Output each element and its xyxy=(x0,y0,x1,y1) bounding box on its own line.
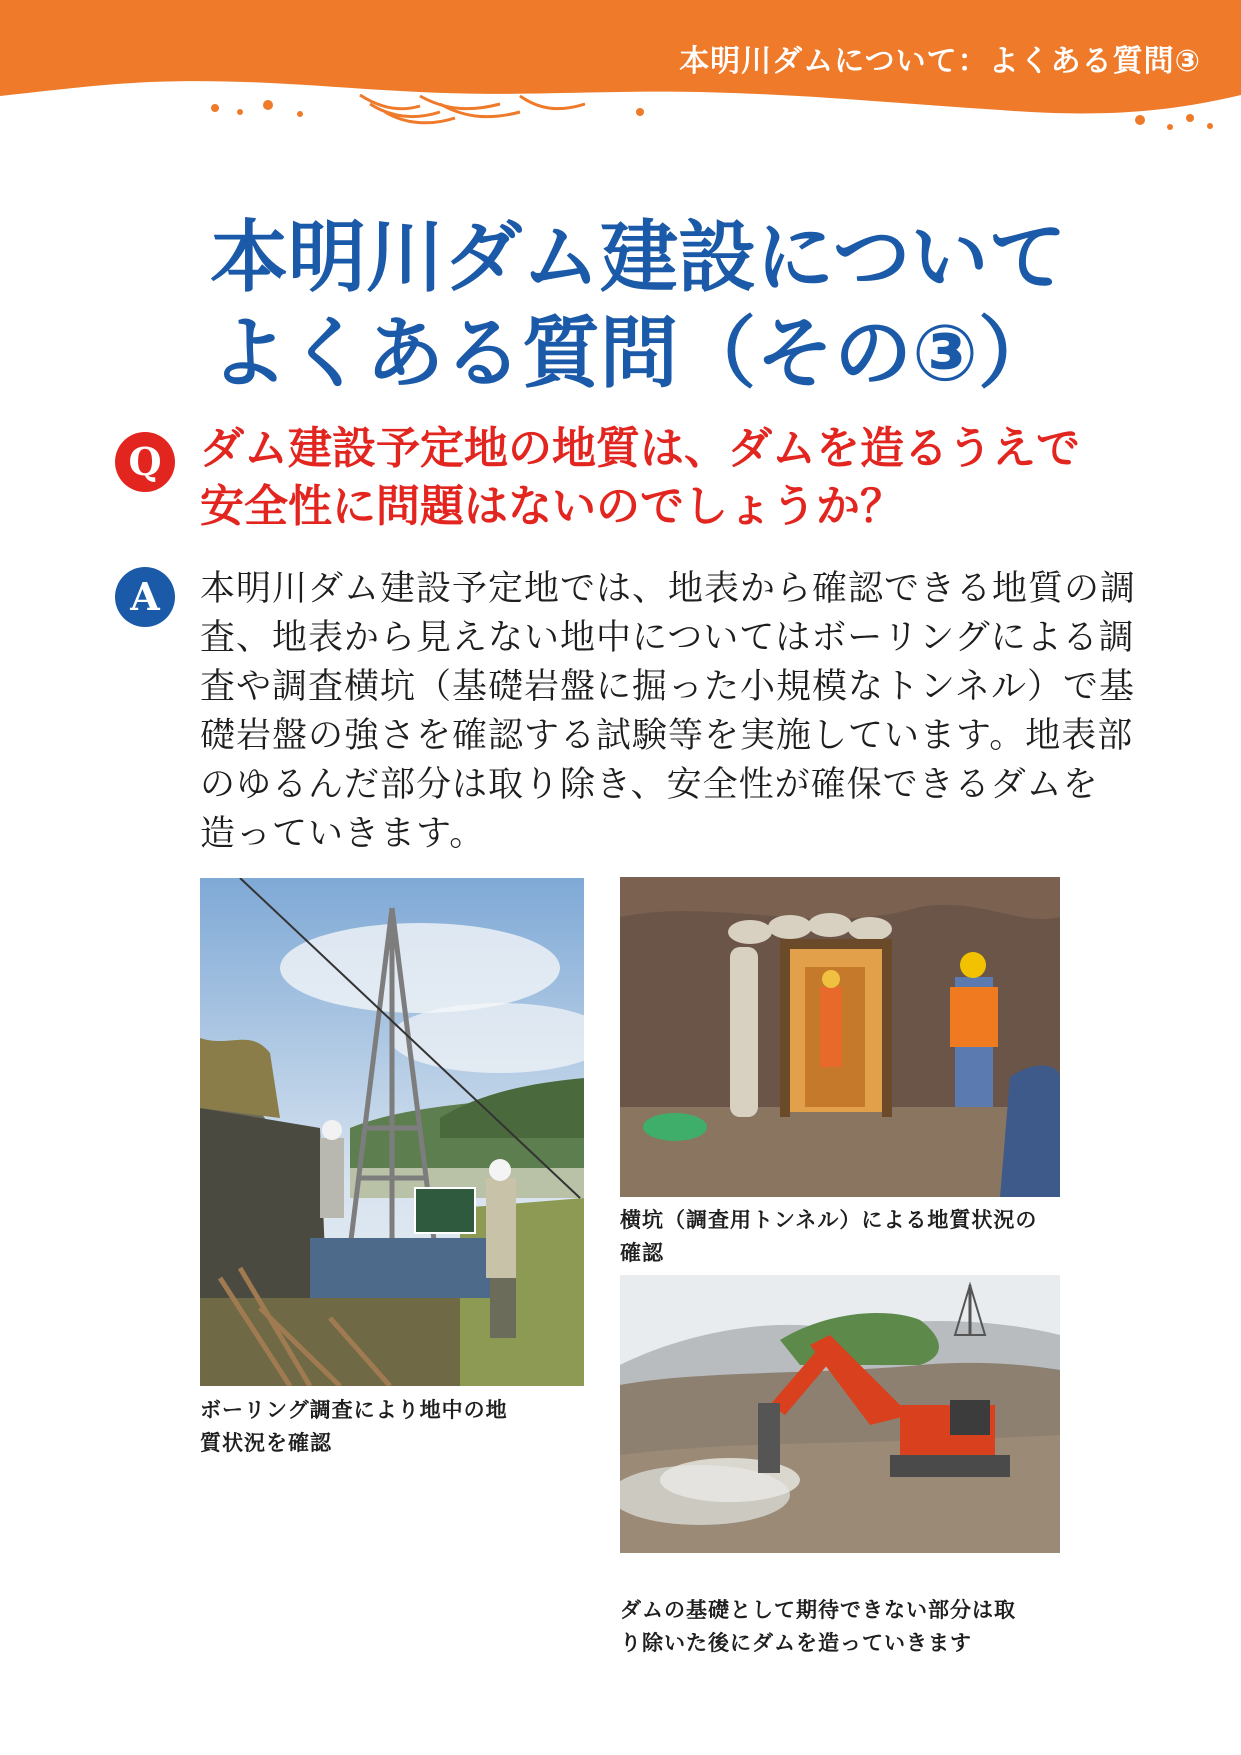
answer-line: 本明川ダム建設予定地では、地表から確認できる地質の調 xyxy=(200,569,1137,609)
tunnel-survey-photo xyxy=(620,877,1060,1197)
question-line1: ダム建設予定地の地質は、ダムを造るうえで xyxy=(200,423,1080,474)
answer-line: 査や調査横坑（基礎岩盤に掘った小規模なトンネル）で基 xyxy=(200,667,1135,707)
answer-line: のゆるんだ部分は取り除き、安全性が確保できるダムを xyxy=(200,765,1099,805)
page-title xyxy=(210,210,1110,402)
question-line2: 安全性に問題はないのでしょうか？ xyxy=(200,481,904,532)
page-title-line1: 本明川ダム建設について xyxy=(210,213,1067,303)
caption-line: 確認 xyxy=(620,1240,664,1265)
question-text xyxy=(200,420,1100,536)
page-title-line2: よくある質問（その③） xyxy=(210,309,1057,399)
caption-line: 質状況を確認 xyxy=(200,1430,332,1455)
caption-line: 横坑（調査用トンネル）による地質状況の xyxy=(620,1207,1038,1232)
excavation-photo xyxy=(620,1275,1060,1553)
excavation-photo-caption xyxy=(620,1593,1016,1659)
boring-photo-caption xyxy=(200,1393,508,1459)
question-badge: Q xyxy=(115,432,175,492)
answer-line: 査、地表から見えない地中についてはボーリングによる調 xyxy=(200,618,1135,658)
tunnel-photo-caption xyxy=(620,1203,1037,1269)
answer-badge: A xyxy=(115,567,175,627)
caption-line: り除いた後にダムを造っていきます xyxy=(620,1630,972,1655)
caption-line: ボーリング調査により地中の地 xyxy=(200,1397,508,1422)
caption-line: ダムの基礎として期待できない部分は取 xyxy=(620,1597,1016,1622)
header-band xyxy=(0,0,1241,135)
section-title: 本明川ダムについて：よくある質問③ xyxy=(679,44,1201,79)
answer-line: 造っていきます。 xyxy=(200,814,486,854)
answer-text xyxy=(200,565,1137,859)
boring-survey-photo xyxy=(200,878,584,1386)
answer-line: 礎岩盤の強さを確認する試験等を実施しています。地表部 xyxy=(200,716,1134,756)
